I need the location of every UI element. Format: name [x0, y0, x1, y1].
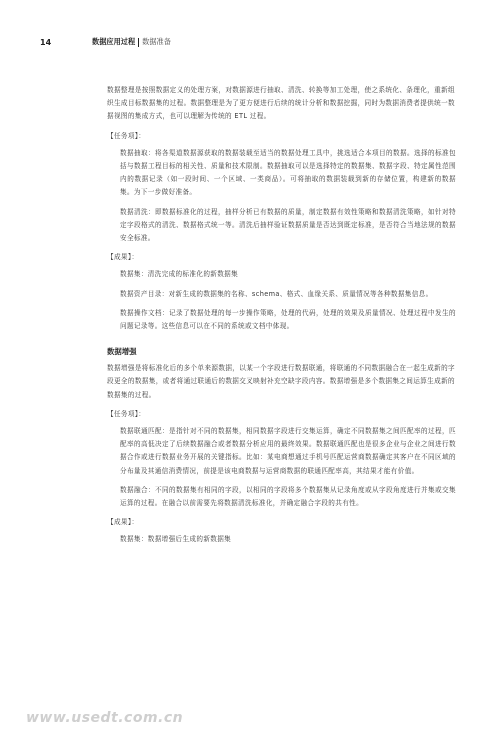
- header-divider: [138, 38, 139, 47]
- page-number: 14: [40, 37, 52, 47]
- watermark-text: www.usedt.com.cn: [26, 710, 184, 726]
- match-paragraph: 数据联通匹配：是指针对不同的数据集，相同数据字段进行交集运算，确定不同数据集之间匹配率的过程，匹配率的高低决定了后续数据融合或者数据分析应用的最终效果。数据联通匹配也是很多企业与企业之间进行数据合作或进行数据业务开展的关键指标。比如：某电商想通过手机号匹配运营商数据确定其客户在不同区域的分布量及其通信消费情况，前提是该电商数据与运营商数据的联通匹配率高，其结果才能有价值。: [120, 427, 456, 475]
- result-label: 【成果】：: [107, 518, 139, 527]
- page-header: [40, 36, 456, 48]
- intro-paragraph: 数据整理是按照数据定义的处理方案，对数据源进行抽取、清洗、转换等加工处理，使之系统化、条理化，重新组织生成目标数据集的过程。数据整理是为了更方便进行后续的统计分析和数据挖掘，同时为数据消费者提供统一数据视图的集成方式，也可以理解为传统的 ETL 过程。: [107, 86, 455, 121]
- task-label: 【任务项】：: [107, 131, 146, 140]
- catalog-paragraph: 数据资产目录：对新生成的数据集的名称、schema、格式、血缘关系、质量情况等各种数据集信息。: [120, 289, 433, 298]
- fusion-paragraph: 数据融合：不同的数据集有相同的字段，以相同的字段将多个数据集从记录角度或从字段角度进行并集或交集运算的过程。在融合以前需要先将数据清洗标准化，并确定融合字段的共有性。: [120, 485, 456, 508]
- page-body: [0, 84, 496, 547]
- enhanced-dataset-paragraph: 数据集：数据增强后生成的新数据集: [120, 535, 232, 544]
- clean-paragraph: 数据清洗：即数据标准化的过程，抽样分析已有数据的质量，制定数据有效性策略和数据清洗策略，如针对特定字段格式的清洗、数据格式统一等。清洗后抽样验证数据质量是否达到既定标准，是否符合当地法规的数据安全标准。: [120, 207, 456, 243]
- chapter-title: 数据准备: [142, 37, 171, 46]
- book-title: 数据应用过程: [92, 37, 136, 46]
- extract-paragraph: 数据抽取：将各渠道数据源获取的数据装载至适当的数据处理工具中，挑选适合本项目的数据。选择的标准包括与数据工程目标的相关性、质量和技术限制。数据抽取可以是选择特定的数据集、数据字段、特定属性范围内的数据记录（如一段时间、一个区域、一类商品）。可将抽取的数据装载到新的存储位置，构建新的数据集。为下一步做好准备。: [120, 148, 456, 197]
- enhance-intro-paragraph: 数据增强是将标准化后的多个单来源数据，以某一个字段进行数据联通，将联通的不同数据融合在一起生成新的字段更全的数据集，或者将通过联通后的数据交叉映射补充空缺字段内容。数据增强是多个数据集之间运算生成新的数据集的过程。: [107, 364, 455, 399]
- task-label: 【任务项】：: [107, 409, 146, 418]
- oplog-paragraph: 数据操作文档：记录了数据处理的每一步操作策略，处理的代码，处理的效果及质量情况、处理过程中发生的问题记录等。这些信息可以在不同的系统或文档中体现。: [120, 308, 456, 331]
- section-title: 数据增强: [107, 347, 137, 357]
- result-label: 【成果】：: [107, 253, 139, 262]
- dataset-paragraph: 数据集：清洗完成的标准化的新数据集: [120, 270, 239, 279]
